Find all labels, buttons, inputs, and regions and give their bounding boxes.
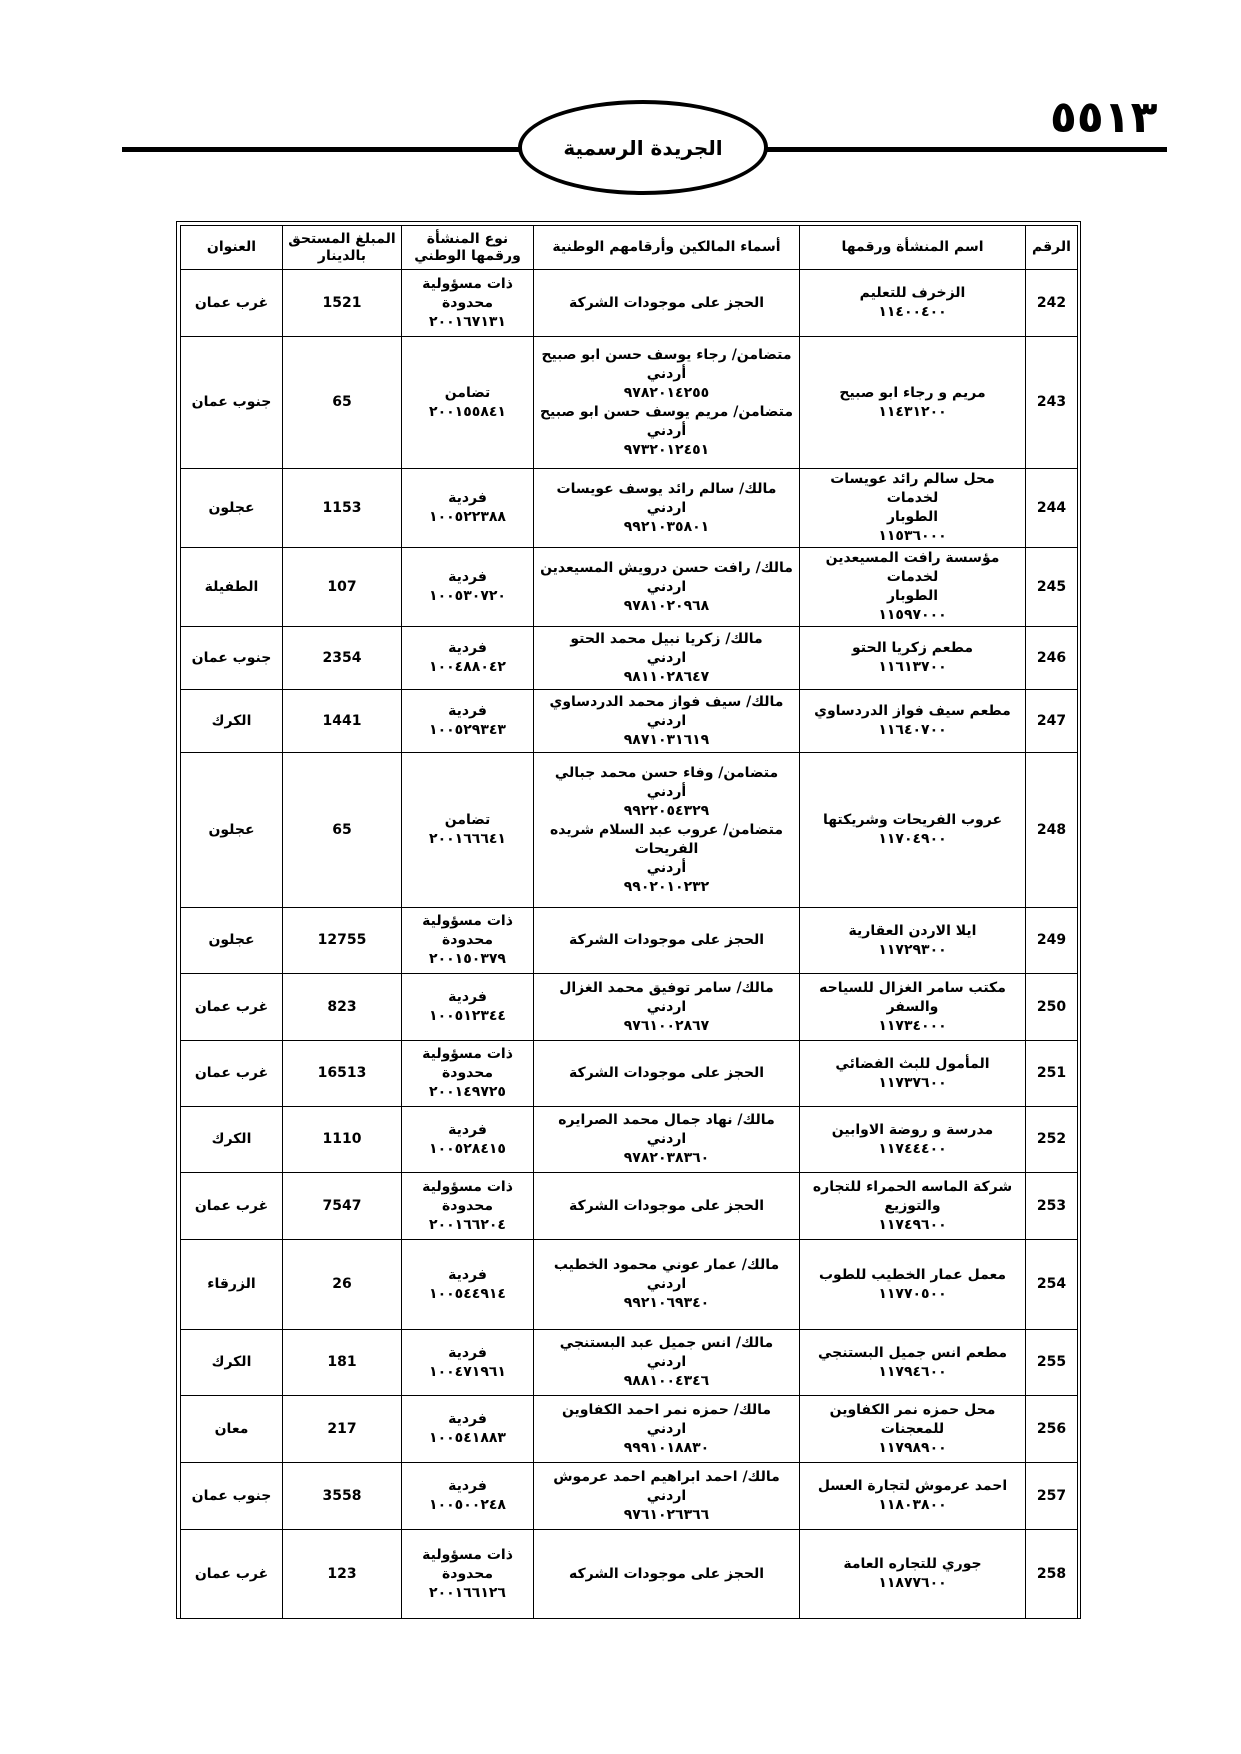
owners-cell-line: اردني [646,578,687,595]
establishment-cell-line: مطعم انس جميل البستنجي [817,1344,1008,1361]
table-body [181,270,1078,1619]
owners-cell-line: مالك/ حمزه نمر احمد الكفاوين [561,1401,772,1418]
row-number-cell: 248 [1026,753,1078,908]
address-cell: غرب عمان [181,1041,283,1107]
type-cell [402,1041,534,1107]
establishment-cell-line: ١١٧٣٤٠٠٠ [878,1017,947,1034]
row-number-cell: 250 [1026,974,1078,1041]
owners-cell-line: اردني [646,998,687,1015]
owners-cell-line: مالك/ احمد ابراهيم احمد عرموش [553,1468,780,1485]
establishment-cell [800,908,1026,974]
owners-cell-line: أردني [646,859,687,876]
row-number-cell: 255 [1026,1330,1078,1396]
owners-cell-line: اردني [646,1420,687,1437]
owners-cell-line: الحجز على موجودات الشركة [568,294,764,311]
establishment-cell-line: مؤسسة رافت المسيعدين لخدمات [825,550,1000,585]
type-cell-line: ١٠٠٥٤٤٩١٤ [429,1285,506,1302]
establishment-cell-line: ١١٥٣٦٠٠٠ [878,528,947,544]
type-cell-line: فردية [448,569,487,585]
owners-cell-line: مالك/ سيف فواز محمد الدردساوي [549,693,784,710]
establishment-cell [800,1107,1026,1173]
type-cell-line: فردية [448,1478,487,1494]
establishment-cell-line: شركة الماسه الحمراء للتجاره [812,1178,1013,1195]
establishment-cell-line: ١١٤٣١٢٠٠ [878,403,947,420]
amount-cell: 7547 [283,1173,402,1240]
owners-cell [534,270,800,337]
type-cell-line: ٢٠٠١٤٩٧٢٥ [429,1084,506,1100]
address-cell: جنوب عمان [181,627,283,690]
type-cell [402,270,534,337]
row-number-cell: 256 [1026,1396,1078,1463]
amount-cell: 823 [283,974,402,1041]
owners-cell [534,1463,800,1530]
address-cell: معان [181,1396,283,1463]
owners-cell-line: الحجز على موجودات الشركة [568,1065,764,1081]
amount-cell: 1441 [283,690,402,753]
type-cell [402,548,534,627]
type-cell-line: ١٠٠٤٨٨٠٤٢ [429,659,506,675]
owners-cell-line: مالك/ سامر توفيق محمد الغزال [559,979,774,996]
row-number-cell: 253 [1026,1173,1078,1240]
table-row [181,1041,1078,1107]
row-number-cell: 244 [1026,469,1078,548]
establishment-cell-line: معمل عمار الخطيب للطوب [818,1266,1007,1283]
type-cell-line: ١٠٠٥٠٠٢٤٨ [429,1497,506,1513]
amount-cell: 65 [283,753,402,908]
type-cell-line: فردية [448,989,487,1005]
type-cell [402,1107,534,1173]
row-number-cell: 257 [1026,1463,1078,1530]
table-row [181,1396,1078,1463]
type-cell-line: ٢٠٠١٦٦٢٠٤ [429,1216,506,1233]
type-cell-line: ١٠٠٥٢٢٣٨٨ [429,509,506,525]
type-cell-line: فردية [448,640,487,656]
type-cell-line: محدودة [442,1565,493,1582]
owners-cell-line: الحجز على موجودات الشركة [568,932,764,948]
type-cell-line: محدودة [442,932,493,948]
amount-cell: 3558 [283,1463,402,1530]
owners-cell-line: ٩٧٨٢٠١٤٢٥٥ [623,384,710,401]
establishment-cell [800,627,1026,690]
establishment-cell-line: ١١٧٠٤٩٠٠ [878,831,947,847]
address-cell: غرب عمان [181,974,283,1041]
owners-cell [534,974,800,1041]
type-cell [402,1463,534,1530]
amount-cell: 65 [283,337,402,469]
establishment-cell-line: مريم و رجاء ابو صبيح [839,384,986,401]
owners-cell-line: ٩٧٨٢٠٣٨٣٦٠ [623,1150,710,1166]
type-cell-line: محدودة [442,1065,493,1081]
owners-cell-line: ٩٨١١٠٢٨٦٤٧ [623,668,710,685]
establishment-cell-line: والتوزيع [884,1197,941,1214]
type-cell [402,337,534,469]
owners-cell-line: اردني [646,1276,687,1292]
establishment-cell-line: المأمول للبث الفضائي [835,1055,990,1072]
type-cell [402,690,534,753]
table-row [181,908,1078,974]
owners-cell-line: ٩٧٨١٠٢٠٩٦٨ [623,597,710,614]
owners-cell-line: ٩٩٢٢٠٥٤٣٢٩ [623,802,710,819]
owners-cell [534,1240,800,1330]
type-cell-line: فردية [448,1344,487,1361]
type-cell-line: فردية [448,703,487,719]
establishment-cell [800,753,1026,908]
owners-cell-line: مالك/ عمار عوني محمود الخطيب [553,1257,780,1273]
amount-cell: 26 [283,1240,402,1330]
establishment-cell-line: ايلا الاردن العقارية [848,922,977,939]
owners-cell [534,469,800,548]
row-number-cell: 251 [1026,1041,1078,1107]
establishment-cell [800,548,1026,627]
establishment-cell-line: ١١٧٤٩٦٠٠ [878,1216,947,1233]
table-row [181,753,1078,908]
owners-cell-line: ٩٨٧١٠٣١٦١٩ [623,731,710,748]
address-cell: عجلون [181,753,283,908]
establishment-cell-line: محل حمزه نمر الكفاوين للمعجنات [829,1401,996,1437]
amount-cell: 181 [283,1330,402,1396]
owners-cell-line: ٩٧٦١٠٠٢٨٦٧ [623,1017,710,1034]
owners-cell-line: ٩٩٢١٠٣٥٨٠١ [623,518,710,535]
owners-cell-line: متضامن/ مريم يوسف حسن ابو صبيح [539,403,794,420]
owners-cell-line: اردني [646,712,687,729]
table-row [181,1463,1078,1530]
establishment-cell-line: ١١٧٣٧٦٠٠ [878,1074,947,1091]
address-cell: عجلون [181,469,283,548]
owners-cell [534,1041,800,1107]
type-cell-line: محدودة [442,1197,493,1214]
type-cell [402,908,534,974]
header-cell-type: نوع المنشأة ورقمها الوطني [402,226,534,270]
type-cell [402,1396,534,1463]
type-cell-line: ١٠٠٤٧١٩٦١ [429,1363,506,1380]
type-cell-line: ٢٠٠١٦٧١٣١ [429,313,506,330]
header-cell-address: العنوان [181,226,283,270]
owners-cell [534,627,800,690]
owners-cell-line: ٩٨٨١٠٠٤٣٤٦ [623,1373,710,1389]
amount-cell: 123 [283,1530,402,1619]
owners-cell [534,1173,800,1240]
page-number: ٥٥١٣ [1050,92,1158,143]
owners-cell-line: ٩٧٣٢٠١٢٤٥١ [623,441,710,458]
owners-cell-line: مالك/ رافت حسن درويش المسيعدين [540,559,793,576]
owners-cell-line: ٩٩٢١٠٦٩٣٤٠ [623,1295,710,1311]
address-cell: الزرقاء [181,1240,283,1330]
establishment-cell-line: جوري للتجاره العامة [843,1556,982,1572]
establishment-cell [800,1173,1026,1240]
table-row [181,469,1078,548]
establishment-cell-line: ١١٧٧٠٥٠٠ [878,1285,947,1302]
establishment-cell-line: والسفر [886,998,939,1015]
establishment-cell-line: ١١٧٤٤٤٠٠ [878,1140,947,1157]
establishment-cell-line: مطعم زكريا الحتو [852,640,973,656]
address-cell: غرب عمان [181,1530,283,1619]
owners-cell [534,548,800,627]
type-cell-line: ذات مسؤولية [422,913,513,929]
establishment-cell [800,1240,1026,1330]
amount-cell: 107 [283,548,402,627]
establishment-cell [800,1463,1026,1530]
type-cell [402,1530,534,1619]
establishment-cell [800,270,1026,337]
owners-cell [534,1530,800,1619]
table-row [181,337,1078,469]
owners-cell-line: اردني [646,1354,687,1370]
type-cell [402,974,534,1041]
owners-cell-line: متضامن/ رجاء يوسف حسن ابو صبيح [541,346,792,363]
header-cell-number: الرقم [1026,226,1078,270]
amount-cell: 1521 [283,270,402,337]
table-row [181,1530,1078,1619]
header-cell-establishment: اسم المنشأة ورقمها [800,226,1026,270]
table-row [181,974,1078,1041]
establishment-cell-line: مطعم سيف فواز الدردساوي [814,703,1011,719]
owners-cell-line: مالك/ نهاد جمال محمد الصرايره [558,1112,775,1128]
establishment-cell-line: ١١٤٠٠٤٠٠ [878,304,947,320]
owners-cell-line: مالك/ زكريا نبيل محمد الحتو [570,630,763,647]
type-cell-line: ٢٠٠١٥٥٨٤١ [429,403,506,420]
type-cell-line: ٢٠٠١٦٦١٢٦ [429,1584,506,1601]
owners-cell-line: الحجز على موجودات الشركه [568,1565,764,1582]
address-cell: عجلون [181,908,283,974]
row-number-cell: 252 [1026,1107,1078,1173]
type-cell [402,469,534,548]
owners-cell-line: ٩٩٠٢٠١٠٢٣٢ [623,878,710,895]
establishment-cell-line: الطوبار [886,588,939,604]
type-cell-line: محدودة [442,294,493,311]
amount-cell: 217 [283,1396,402,1463]
type-cell-line: ١٠٠٥٢٩٣٤٣ [429,722,506,738]
establishment-cell-line: ١١٧٩٨٩٠٠ [878,1439,947,1456]
owners-cell [534,690,800,753]
amount-cell: 12755 [283,908,402,974]
establishment-cell-line: ١١٦١٣٧٠٠ [878,659,947,675]
publication-title: الجريدة الرسمية [563,135,723,160]
owners-cell-line: مالك/ انس جميل عبد البستنجي [559,1335,774,1351]
row-number-cell: 245 [1026,548,1078,627]
type-cell-line: فردية [448,1411,487,1427]
establishment-cell [800,337,1026,469]
row-number-cell: 243 [1026,337,1078,469]
table-row [181,1173,1078,1240]
table-row [181,690,1078,753]
publication-title-oval [518,100,768,195]
address-cell: غرب عمان [181,1173,283,1240]
owners-cell-line: متضامن/ وفاء حسن محمد جبالي [554,764,779,781]
amount-cell: 16513 [283,1041,402,1107]
owners-cell-line: الفريحات [634,840,699,857]
type-cell-line: فردية [448,490,487,506]
address-cell: الكرك [181,690,283,753]
establishment-cell-line: مكتب سامر الغزال للسياحه [819,979,1006,996]
registry-table [180,225,1078,1619]
establishment-cell [800,1041,1026,1107]
type-cell-line: ذات مسؤولية [422,1046,513,1062]
establishment-cell [800,1396,1026,1463]
amount-cell: 1110 [283,1107,402,1173]
table-row [181,548,1078,627]
owners-cell-line: ٩٧٦١٠٢٦٣٦٦ [623,1506,710,1523]
header-cell-amount: المبلغ المستحق بالدينار [283,226,402,270]
row-number-cell: 246 [1026,627,1078,690]
type-cell [402,1330,534,1396]
row-number-cell: 247 [1026,690,1078,753]
establishment-cell-line: الزخرف للتعليم [859,285,966,301]
amount-cell: 2354 [283,627,402,690]
establishment-cell-line: مدرسة و روضة الاوابين [831,1121,994,1138]
row-number-cell: 249 [1026,908,1078,974]
type-cell-line: فردية [448,1266,487,1283]
establishment-cell-line: ١١٧٢٩٣٠٠ [878,941,947,958]
table-row [181,1330,1078,1396]
establishment-cell-line: الطوبار [886,509,939,525]
type-cell [402,753,534,908]
type-cell-line: ١٠٠٥٢٨٤١٥ [429,1140,506,1157]
establishment-cell [800,690,1026,753]
owners-cell [534,753,800,908]
owners-cell-line: اردني [646,1487,687,1504]
table-row [181,1107,1078,1173]
type-cell [402,1240,534,1330]
table-row [181,1240,1078,1330]
owners-cell [534,1396,800,1463]
establishment-cell-line: ١١٨٧٧٦٠٠ [878,1575,947,1591]
header-cell-owners: أسماء المالكين وأرقامهم الوطنية [534,226,800,270]
address-cell: جنوب عمان [181,337,283,469]
owners-cell-line: متضامن/ عروب عبد السلام شريده [550,821,783,838]
type-cell-line: ١٠٠٥١٢٣٤٤ [429,1008,506,1024]
establishment-cell-line: احمد عرموش لتجارة العسل [817,1478,1008,1494]
establishment-cell [800,469,1026,548]
owners-cell-line: أردني [646,783,687,800]
owners-cell-line: اردني [646,1131,687,1147]
establishment-cell-line: ١١٥٩٧٠٠٠ [878,607,947,623]
owners-cell-line: مالك/ سالم رائد يوسف عويسات [556,480,777,497]
owners-cell [534,908,800,974]
type-cell-line: ١٠٠٥٣٠٧٢٠ [429,588,506,604]
owners-cell-line: اردني [646,499,687,516]
establishment-cell-line: محل سالم رائد عويسات لخدمات [830,471,995,506]
type-cell-line: ذات مسؤولية [422,1178,513,1195]
table-row [181,270,1078,337]
row-number-cell: 254 [1026,1240,1078,1330]
establishment-cell [800,1330,1026,1396]
type-cell [402,1173,534,1240]
owners-cell-line: ٩٩٩١٠١٨٨٣٠ [623,1439,710,1456]
address-cell: غرب عمان [181,270,283,337]
owners-cell [534,337,800,469]
address-cell: الطفيلة [181,548,283,627]
owners-cell-line: أردني [646,422,687,439]
table-row [181,627,1078,690]
establishment-cell-line: عروب الفريحات وشريكتها [822,812,1003,828]
type-cell-line: ذات مسؤولية [422,1546,513,1563]
type-cell-line: تضامن [444,384,491,401]
owners-cell [534,1330,800,1396]
table-header-row [181,226,1078,270]
row-number-cell: 242 [1026,270,1078,337]
type-cell-line: ١٠٠٥٤١٨٨٣ [429,1430,506,1446]
establishment-cell [800,1530,1026,1619]
establishment-cell-line: ١١٦٤٠٧٠٠ [878,722,947,738]
type-cell-line: فردية [448,1121,487,1138]
type-cell-line: تضامن [444,812,491,828]
establishment-cell-line: ١١٨٠٣٨٠٠ [878,1497,947,1513]
type-cell-line: ٢٠٠١٦٦٦٤١ [429,831,506,847]
address-cell: الكرك [181,1107,283,1173]
amount-cell: 1153 [283,469,402,548]
address-cell: الكرك [181,1330,283,1396]
type-cell-line: ذات مسؤولية [422,275,513,292]
owners-cell-line: الحجز على موجودات الشركة [568,1197,764,1214]
establishment-cell [800,974,1026,1041]
owners-cell [534,1107,800,1173]
owners-cell-line: اردني [646,649,687,666]
owners-cell-line: أردني [646,365,687,382]
type-cell-line: ٢٠٠١٥٠٣٧٩ [429,951,506,967]
row-number-cell: 258 [1026,1530,1078,1619]
establishment-cell-line: ١١٧٩٤٦٠٠ [878,1363,947,1380]
type-cell [402,627,534,690]
address-cell: جنوب عمان [181,1463,283,1530]
